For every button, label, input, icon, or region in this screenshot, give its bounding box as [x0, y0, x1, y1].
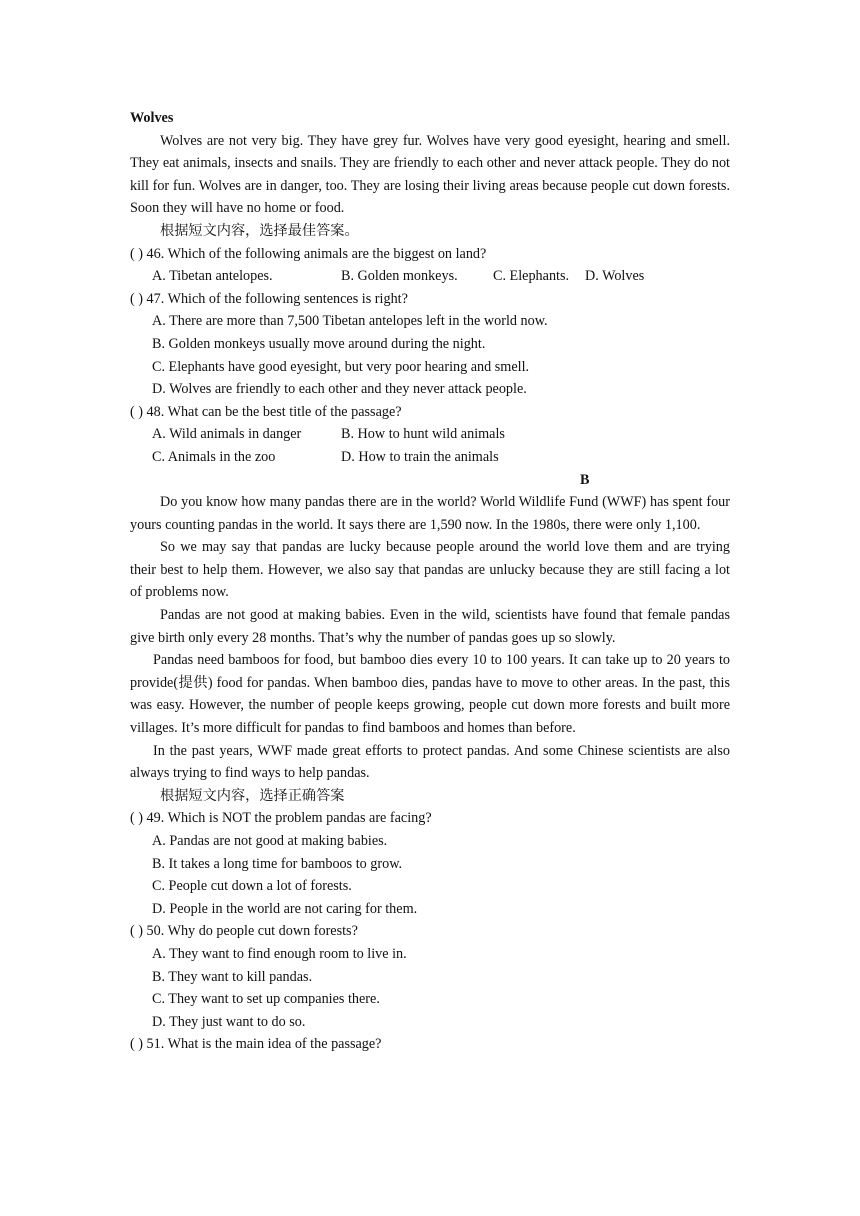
- section-b-paragraph-1: Do you know how many pandas there are in the world? World Wildlife Fund (WWF) has spent four yours counting pandas in the world. It says there are 1,590 now. In the 1980s, there were only 1,100.: [130, 494, 730, 533]
- options-46: [130, 265, 730, 288]
- option-48-a: A. Wild animals in danger: [152, 426, 302, 443]
- section-b-paragraph-2: So we may say that pandas are lucky because people around the world love them and are trying their best to help them. However, we also say that pandas are unlucky because they are still facing a lot of problems now.: [130, 539, 730, 601]
- option-48-c: C. Animals in the zoo: [152, 448, 276, 465]
- section-b-paragraph-4: Pandas need bamboos for food, but bamboo dies every 10 to 100 years. It can take up to 20 years to provide(提供) food for pandas. When bamboo dies, pandas have to move to other areas. In the past, this was easy. However, the number of people keeps growing, people cut down more forests and built more villages. It’s more difficult for pandas to find bamboos and homes than before.: [130, 652, 730, 737]
- option-48-d: D. How to train the animals: [341, 448, 499, 465]
- document-page: [130, 107, 730, 1056]
- option-47-b: B. Golden monkeys usually move around during the night.: [152, 335, 486, 352]
- instruction-text: 根据短文内容，选择最佳答案。: [160, 222, 359, 239]
- passage-paragraph: Wolves are not very big. They have grey fur. Wolves have very good eyesight, hearing and smell. They eat animals, insects and snails. They are friendly to each other and never attack people. They do not kill for fun. Wolves are in danger, too. They are losing their living areas because people cut down forests. Soon they will have no home or food.: [130, 132, 730, 217]
- option-47-d: D. Wolves are friendly to each other and they never attack people.: [152, 381, 527, 398]
- question-51: ( ) 51. What is the main idea of the passage?: [130, 1036, 382, 1053]
- option-47-c: C. Elephants have good eyesight, but very poor hearing and smell.: [152, 358, 530, 375]
- section-b-paragraph-5: In the past years, WWF made great efforts to protect pandas. And some Chinese scientists are also always trying to find ways to help pandas.: [130, 742, 730, 782]
- question-50: ( ) 50. Why do people cut down forests?: [130, 923, 358, 940]
- instruction-text-b: 根据短文内容，选择正确答案: [160, 787, 345, 804]
- passage-title: Wolves: [130, 110, 174, 126]
- option-47-a: A. There are more than 7,500 Tibetan antelopes left in the world now.: [152, 313, 548, 330]
- option-49-a: A. Pandas are not good at making babies.: [152, 833, 388, 849]
- option-49-b: B. It takes a long time for bamboos to grow.: [152, 855, 403, 872]
- option-46-c: C. Elephants.: [493, 268, 570, 285]
- option-46-a: A. Tibetan antelopes.: [152, 268, 273, 285]
- option-50-a: A. They want to find enough room to live in.: [152, 945, 407, 962]
- option-50-d: D. They just want to do so.: [152, 1013, 306, 1030]
- question-46: ( ) 46. Which of the following animals are the biggest on land?: [130, 245, 487, 262]
- option-50-b: B. They want to kill pandas.: [152, 968, 313, 985]
- option-49-d: D. People in the world are not caring for them.: [152, 900, 418, 917]
- question-48: ( ) 48. What can be the best title of the passage?: [130, 403, 402, 420]
- option-49-c: C. People cut down a lot of forests.: [152, 878, 352, 895]
- question-47: ( ) 47. Which of the following sentences is right?: [130, 290, 408, 307]
- option-46-d: D. Wolves: [585, 268, 645, 285]
- option-50-c: C. They want to set up companies there.: [152, 991, 380, 1008]
- options-48-row1: [130, 423, 730, 446]
- option-48-b: B. How to hunt wild animals: [341, 426, 505, 443]
- question-49: ( ) 49. Which is NOT the problem pandas are facing?: [130, 810, 432, 827]
- options-48-row2: [130, 446, 730, 469]
- section-b-paragraph-3: Pandas are not good at making babies. Even in the wild, scientists have found that female pandas give birth only every 28 months. That’s why the number of pandas goes up so slowly.: [130, 607, 730, 646]
- section-b-heading: B: [580, 471, 590, 488]
- option-46-b: B. Golden monkeys.: [341, 268, 458, 285]
